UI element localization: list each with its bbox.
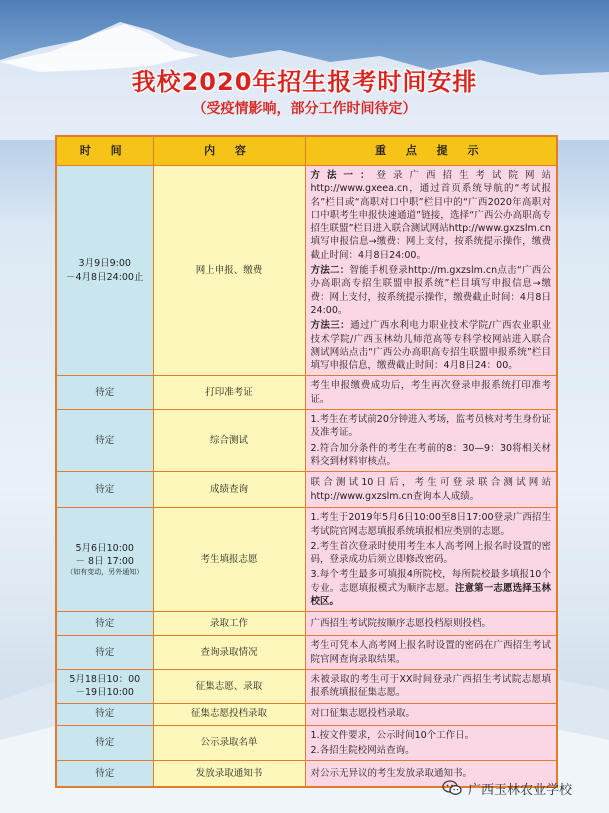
tip-text: 2.各招生院校网站查询。 <box>310 744 415 756</box>
tip-text: 联合测试10日后，考生可登录联合测试网站http://www.gxzslm.cn查询本人成绩。 <box>310 477 551 502</box>
row-content: 发放录取通知书 <box>153 761 305 787</box>
tip-text: 广西招生考试院按顺序志愿投档原则投档。 <box>310 618 492 630</box>
row-content: 查询录取情况 <box>153 636 305 670</box>
tip-text: 3.每个考生最多可填报4所院校，每所院校最多填报10个专业。志愿填报模式为顺序志愿。 <box>310 569 551 594</box>
footer-account <box>442 776 602 800</box>
row-tips <box>305 166 557 376</box>
table-header-row <box>56 136 557 166</box>
row-time <box>56 636 153 670</box>
row-tips <box>305 508 557 612</box>
tip-paragraph <box>311 744 552 757</box>
table-row <box>56 703 557 725</box>
tip-text: 考生申报缴费成功后，考生再次登录申报系统打印准考证。 <box>310 380 551 405</box>
tip-text: 对公示无异议的考生发放录取通知书。 <box>310 767 473 779</box>
tip-paragraph <box>311 379 552 406</box>
table-row <box>56 410 557 472</box>
tip-text: 登录广西招生考试院网站http://www.gxeea.cn，通过首页系统导航的“考试报名”栏目或“高职对口中职”栏目中的“广西2020年高职对口中职考生申报快速通道”链接，选择“广西公办高职高专招生联盟”栏目进入联合测试网站http://www.gxzslm.cn填写申报信息→缴费：网上支付，按系统提示操作，缴费截止时间：4月8日24:00。 <box>310 170 551 261</box>
tip-text: 1.按文件要求，公示时间10个工作日。 <box>310 729 475 741</box>
row-tips <box>305 472 557 508</box>
time-line: 5月6日10:00 <box>75 542 134 554</box>
table-row <box>56 669 557 703</box>
table-row <box>56 508 557 612</box>
row-tips <box>305 703 557 725</box>
tip-text: 1.考生在考试前20分钟进入考场，监考员核对考生身份证及准考证。 <box>310 414 551 439</box>
time-line: 待定 <box>95 767 115 779</box>
row-content: 公示录取名单 <box>153 725 305 761</box>
tip-paragraph <box>311 568 552 608</box>
tip-paragraph <box>311 707 552 720</box>
table-row <box>56 636 557 670</box>
row-time <box>56 761 153 787</box>
tip-label: 方法三： <box>310 320 351 332</box>
tip-paragraph <box>311 413 552 440</box>
tip-emphasis: 注意第一志愿选择玉林校区。 <box>310 582 551 608</box>
time-line: 3月9日9:00 <box>78 258 131 270</box>
table-row <box>56 472 557 508</box>
tip-text: 通过广西水利电力职业技术学院/广西农业职业技术学院/广西玉林幼儿师范高等专科学校网站进入联合测试网站点击“广西公办高职高专招生联盟申报系统”栏目填写申报信息，缴费截止时间：4月8日24：00。 <box>310 320 551 372</box>
row-time <box>56 472 153 508</box>
time-line: 待定 <box>95 618 115 630</box>
row-content: 征集志愿投档录取 <box>153 703 305 725</box>
tip-paragraph <box>311 673 552 700</box>
tip-text: 1.考生于2019年5月6日10:00至8日17:00登录广西招生考试院官网志愿填报系统填报相应类别的志愿。 <box>310 512 551 537</box>
tip-paragraph <box>311 540 552 567</box>
tip-text: 2.符合加分条件的考生在考前的8：30—9：30将相关材料交到材料审核点。 <box>310 442 551 467</box>
time-note: （如有变动，另外通知） <box>66 568 144 577</box>
page-title: 我校2020年招生报考时间安排 <box>131 68 478 96</box>
row-content: 综合测试 <box>153 410 305 472</box>
tip-paragraph <box>311 511 552 538</box>
row-time <box>56 166 153 376</box>
time-line: －19日10:00 <box>75 687 134 699</box>
header-tips: 重 点 提 示 <box>305 136 557 166</box>
tip-text: 2.考生首次登录时使用考生本人高考网上报名时设置的密码，登录成功后须立即修改密码。 <box>310 540 551 566</box>
tip-text: 未被录取的考生可于XX时间登录广西招生考试院志愿填报系统填报征集志愿。 <box>310 673 551 699</box>
row-time <box>56 410 153 472</box>
row-content: 征集志愿、录取 <box>153 669 305 703</box>
table-row <box>56 166 557 376</box>
row-time <box>56 703 153 725</box>
page-subtitle: （受疫情影响，部分工作时间待定） <box>192 101 417 117</box>
row-tips <box>305 725 557 761</box>
row-tips <box>305 410 557 472</box>
row-tips <box>305 669 557 703</box>
row-content: 网上申报、缴费 <box>153 166 305 376</box>
header-time: 时 间 <box>56 136 153 166</box>
tip-paragraph <box>311 264 552 317</box>
tip-label: 方法一： <box>310 170 377 181</box>
table-row <box>56 725 557 761</box>
row-content: 考生填报志愿 <box>153 508 305 612</box>
tip-paragraph <box>311 617 552 630</box>
time-line: 待定 <box>95 737 115 749</box>
tip-text: 考生可凭本人高考网上报名时设置的密码在广西招生考试院官网查询录取结果。 <box>310 640 551 665</box>
time-line: 待定 <box>95 708 115 720</box>
row-content: 录取工作 <box>153 612 305 636</box>
account-name: 广西玉林农业学校 <box>468 782 573 798</box>
row-content: 打印准考证 <box>153 376 305 410</box>
wechat-icon <box>442 780 462 796</box>
row-time <box>56 612 153 636</box>
tip-paragraph <box>311 319 552 372</box>
time-line: 待定 <box>95 484 115 496</box>
tip-paragraph <box>311 729 552 742</box>
tip-text: 对口征集志愿投档录取。 <box>310 708 416 720</box>
tip-paragraph <box>311 476 552 503</box>
row-tips <box>305 636 557 670</box>
schedule-table <box>55 135 558 788</box>
tip-label: 方法二： <box>310 265 350 277</box>
time-line: － 8日 17:00 <box>75 555 134 567</box>
time-line: 待定 <box>95 387 115 399</box>
row-time <box>56 508 153 612</box>
table-row <box>56 612 557 636</box>
time-line: 5月18日10：00 <box>69 673 141 685</box>
tip-paragraph <box>311 442 552 469</box>
row-content: 成绩查询 <box>153 472 305 508</box>
time-line: 待定 <box>95 434 115 446</box>
header-content: 内 容 <box>153 136 305 166</box>
tip-text: 智能手机登录http://m.gxzslm.cn点击“广西公办高职高专招生联盟申报系统”栏目填写申报信息→缴费：网上支付，按系统提示操作，缴费截止时间：4月8日24:00。 <box>310 265 551 316</box>
row-time <box>56 725 153 761</box>
time-line: －4月8日24:00止 <box>66 271 144 283</box>
table-row <box>56 376 557 410</box>
row-tips <box>305 612 557 636</box>
tip-paragraph <box>311 169 552 262</box>
row-time <box>56 669 153 703</box>
time-line: 待定 <box>95 646 115 658</box>
row-time <box>56 376 153 410</box>
row-tips <box>305 376 557 410</box>
tip-paragraph <box>311 639 552 666</box>
